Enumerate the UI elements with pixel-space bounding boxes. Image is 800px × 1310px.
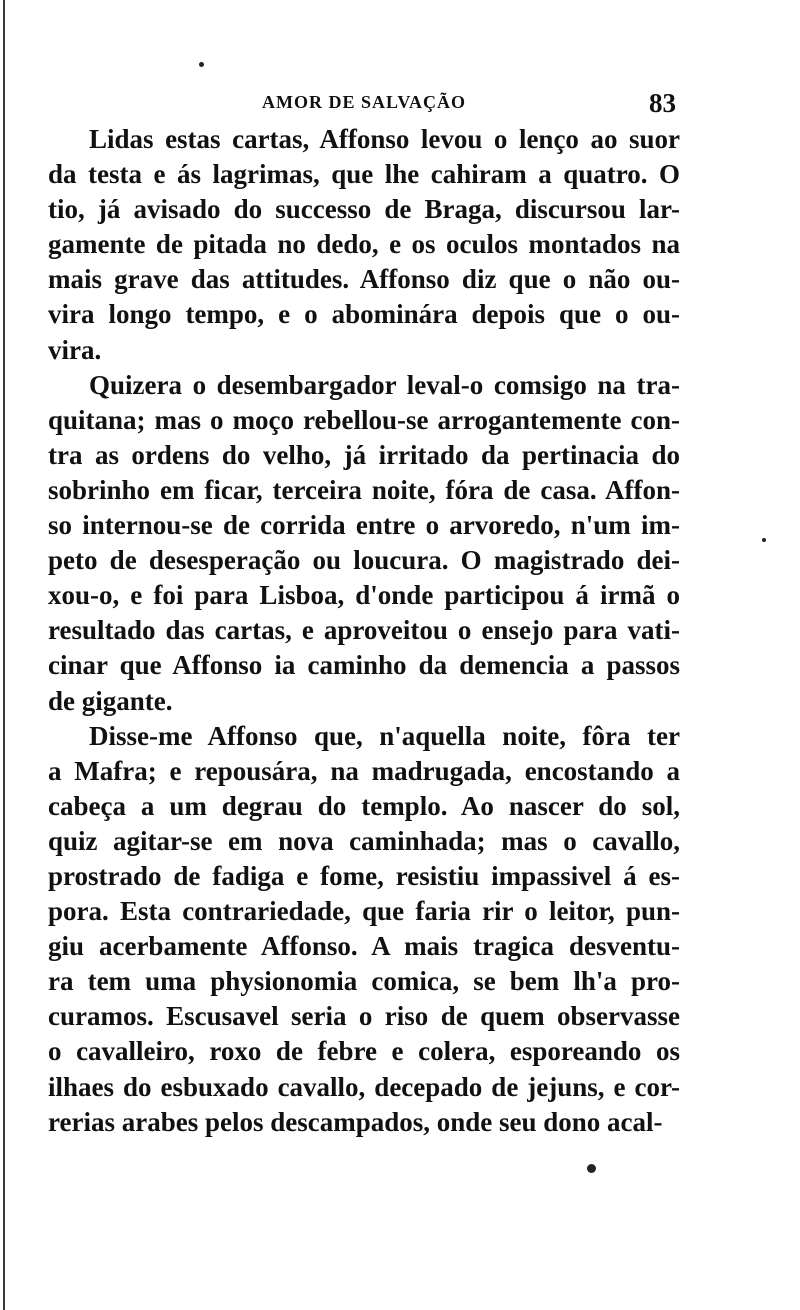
text-line: ra tem uma physionomia comica, se bem lh'a pro- bbox=[48, 966, 680, 997]
print-speck bbox=[199, 62, 204, 67]
text-line: giu acerbamente Affonso. A mais tragica desventu- bbox=[48, 931, 680, 962]
body-text bbox=[48, 122, 680, 1140]
paragraph bbox=[48, 719, 680, 1140]
text-line: vira. bbox=[48, 334, 102, 365]
text-line: resultado das cartas, e aproveitou o ensejo para vati- bbox=[48, 615, 680, 646]
text-line: cinar que Affonso ia caminho da demencia a passos bbox=[48, 650, 680, 681]
text-line: de gigante. bbox=[48, 685, 173, 716]
text-line: quitana; mas o moço rebellou-se arrogantemente con- bbox=[48, 404, 680, 435]
text-line: sobrinho em ficar, terceira noite, fóra de casa. Affon- bbox=[48, 474, 680, 505]
running-title: AMOR DE SALVAÇÃO bbox=[261, 92, 467, 112]
text-line: tra as ordens do velho, já irritado da pertinacia do bbox=[48, 439, 680, 470]
text-line: quiz agitar-se em nova caminhada; mas o cavallo, bbox=[48, 825, 680, 856]
text-line: o cavalleiro, roxo de febre e colera, esporeando os bbox=[48, 1036, 680, 1067]
text-line: a Mafra; e repousára, na madrugada, encostando a bbox=[48, 755, 680, 786]
text-line: da testa e ás lagrimas, que lhe cahiram a quatro. O bbox=[48, 159, 680, 190]
paragraph bbox=[48, 122, 680, 368]
text-line: Lidas estas cartas, Affonso levou o lenço ao suor bbox=[89, 124, 680, 154]
print-speck bbox=[762, 538, 766, 542]
text-line: curamos. Escusavel seria o riso de quem observasse bbox=[48, 1001, 680, 1032]
text-line: prostrado de fadiga e fome, resistiu impassivel á es- bbox=[48, 860, 680, 891]
page-edge-rule bbox=[3, 0, 5, 1310]
text-line: gamente de pitada no dedo, e os oculos montados na bbox=[48, 229, 680, 260]
text-line: Disse-me Affonso que, n'aquella noite, fôra ter bbox=[89, 720, 680, 751]
text-line: vira longo tempo, e o abominára depois que o ou- bbox=[48, 299, 680, 330]
text-line: ilhaes do esbuxado cavallo, decepado de jejuns, e cor- bbox=[48, 1071, 680, 1102]
text-line: pora. Esta contrariedade, que faria rir o leitor, pun- bbox=[48, 896, 680, 927]
print-speck bbox=[587, 1164, 596, 1173]
text-line: so internou-se de corrida entre o arvoredo, n'um im- bbox=[48, 510, 680, 541]
text-line: peto de desesperação ou loucura. O magistrado dei- bbox=[48, 545, 680, 576]
paragraph bbox=[48, 368, 680, 719]
text-line: Quizera o desembargador leval-o comsigo na tra- bbox=[89, 369, 680, 400]
text-line: rerias arabes pelos descampados, onde seu dono acal- bbox=[48, 1106, 663, 1137]
text-line: mais grave das attitudes. Affonso diz que o não ou- bbox=[48, 264, 680, 295]
page-header bbox=[48, 88, 680, 122]
text-line: tio, já avisado do successo de Braga, discursou lar- bbox=[48, 194, 680, 225]
book-page bbox=[48, 88, 680, 1140]
text-line: cabeça a um degrau do templo. Ao nascer do sol, bbox=[48, 790, 680, 821]
page-number: 83 bbox=[649, 88, 676, 118]
text-line: xou-o, e foi para Lisboa, d'onde participou á irmã o bbox=[48, 580, 680, 611]
